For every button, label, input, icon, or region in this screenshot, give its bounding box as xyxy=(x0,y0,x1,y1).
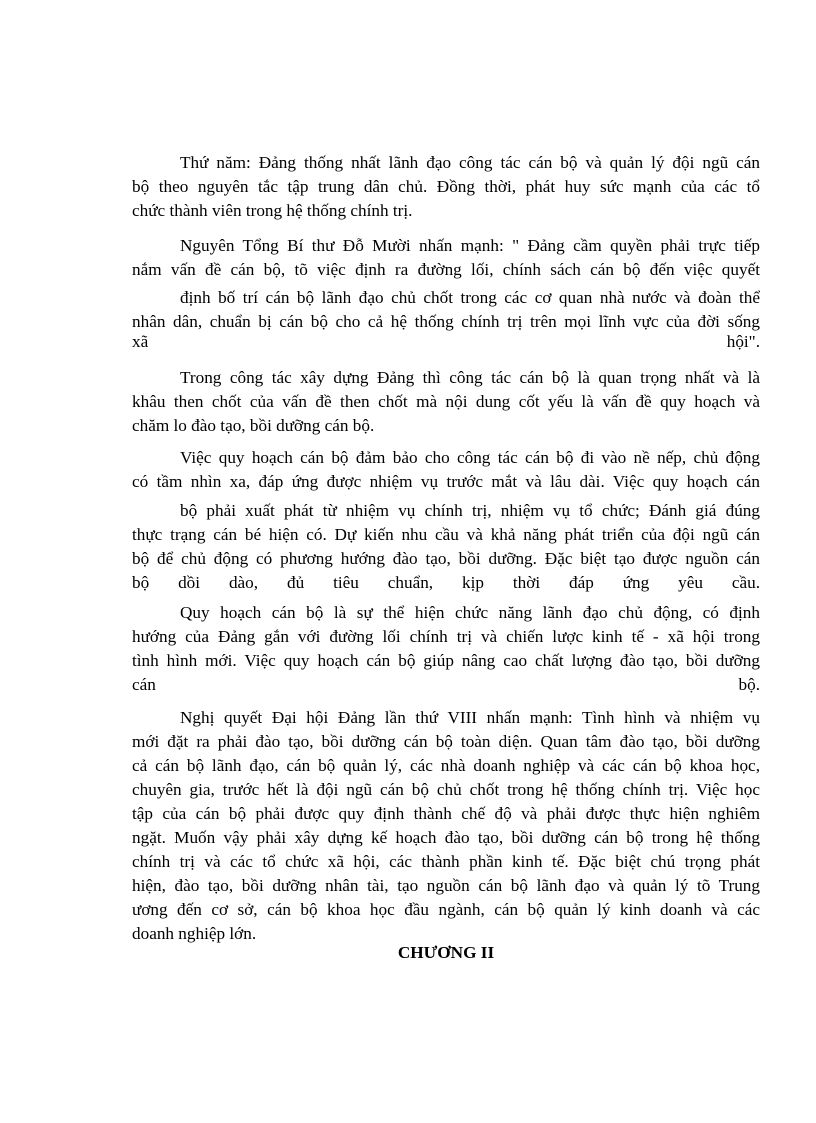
paragraph-4-line-4: thực trạng cán bé hiện có. Dự kiến nhu cầu và khả năng phát triển của đội ngũ cán xyxy=(132,525,760,544)
paragraph-6-line-8: hiện, đào tạo, bồi dưỡng nhân tài, tạo nguồn cán bộ lãnh đạo và quản lý tõ Trung xyxy=(132,876,760,895)
paragraph-1-line-1: Thứ năm: Đảng thống nhất lãnh đạo công tác cán bộ và quản lý đội ngũ cán xyxy=(180,153,760,172)
paragraph-5-line-4-right: bộ. xyxy=(738,675,760,694)
paragraph-3-line-1: Trong công tác xây dựng Đảng thì công tác cán bộ là quan trọng nhất và là xyxy=(180,368,760,387)
paragraph-2-line-5-left: xã xyxy=(132,332,149,351)
paragraph-6-line-9: ương đến cơ sở, cán bộ khoa học đầu ngành, cán bộ quản lý kinh doanh và các xyxy=(132,900,760,919)
paragraph-4-line-5: bộ để chủ động có phương hướng đào tạo, bồi dưỡng. Đặc biệt tạo được nguồn cán xyxy=(132,549,760,568)
paragraph-1-line-2: bộ theo nguyên tắc tập trung dân chủ. Đồng thời, phát huy sức mạnh của các tổ xyxy=(132,177,760,196)
paragraph-6-line-2: mới đặt ra phải đào tạo, bồi dưỡng cán bộ toàn diện. Quan tâm đào tạo, bồi dưỡng xyxy=(132,732,760,751)
paragraph-4-line-1: Việc quy hoạch cán bộ đảm bảo cho công tác cán bộ đi vào nề nếp, chủ động xyxy=(180,448,760,467)
paragraph-6-line-3: cả cán bộ lãnh đạo, cán bộ quản lý, các nhà doanh nghiệp và các cán bộ khoa học, xyxy=(132,756,760,775)
paragraph-4-line-3: bộ phải xuất phát từ nhiệm vụ chính trị, nhiệm vụ tổ chức; Đánh giá đúng xyxy=(180,501,760,520)
paragraph-6-line-10: doanh nghiệp lớn. xyxy=(132,924,257,943)
paragraph-6-line-1: Nghị quyết Đại hội Đảng lần thứ VIII nhấn mạnh: Tình hình và nhiệm vụ xyxy=(180,708,760,727)
paragraph-5-line-3: tình hình mới. Việc quy hoạch cán bộ giúp nâng cao chất lượng đào tạo, bồi dưỡng xyxy=(132,651,760,670)
paragraph-2-line-2: nắm vấn đề cán bộ, tõ việc định ra đường lối, chính sách cán bộ đến việc quyết xyxy=(132,260,760,279)
paragraph-2-line-5-right: hội". xyxy=(726,332,760,351)
paragraph-2-line-3: định bố trí cán bộ lãnh đạo chủ chốt trong các cơ quan nhà nước và đoàn thể xyxy=(180,288,760,307)
paragraph-6-line-5: tập của cán bộ phải được quy định thành chế độ và phải được thực hiện nghiêm xyxy=(132,804,760,823)
paragraph-2-line-1: Nguyên Tổng Bí thư Đỗ Mười nhấn mạnh: " Đảng cầm quyền phải trực tiếp xyxy=(180,236,760,255)
paragraph-3-line-2: khâu then chốt của vấn đề then chốt mà nội dung cốt yếu là vấn đề quy hoạch và xyxy=(132,392,760,411)
paragraph-5-line-2: hướng của Đảng gắn với đường lối chính trị và chiến lược kinh tế - xã hội trong xyxy=(132,627,760,646)
paragraph-4-line-2: có tầm nhìn xa, đáp ứng được nhiệm vụ trước mắt và lâu dài. Việc quy hoạch cán xyxy=(132,472,760,491)
paragraph-1-line-3: chức thành viên trong hệ thống chính trị. xyxy=(132,201,413,220)
chapter-heading: CHƯƠNG II xyxy=(397,943,495,962)
paragraph-2-line-4: nhân dân, chuẩn bị cán bộ cho cả hệ thống chính trị trên mọi lĩnh vực của đời sống xyxy=(132,312,760,331)
paragraph-3-line-3: chăm lo đào tạo, bồi dưỡng cán bộ. xyxy=(132,416,375,435)
paragraph-6-line-7: chính trị và các tổ chức xã hội, các thành phần kinh tế. Đặc biệt chú trọng phát xyxy=(132,852,760,871)
paragraph-6-line-6: ngặt. Muốn vậy phải xây dựng kế hoạch đào tạo, bồi dưỡng cán bộ trong hệ thống xyxy=(132,828,760,847)
paragraph-2-line-5 xyxy=(132,330,760,354)
paragraph-5-line-4-left: cán xyxy=(132,675,156,694)
paragraph-5-line-1: Quy hoạch cán bộ là sự thể hiện chức năng lãnh đạo chủ động, có định xyxy=(180,603,760,622)
paragraph-6-line-4: chuyên gia, trước hết là đội ngũ cán bộ chủ chốt trong hệ thống chính trị. Việc học xyxy=(132,780,760,799)
paragraph-4-line-6: bộ dồi dào, đủ tiêu chuẩn, kịp thời đáp ứng yêu cầu. xyxy=(132,573,760,592)
paragraph-5-line-4 xyxy=(132,673,760,697)
